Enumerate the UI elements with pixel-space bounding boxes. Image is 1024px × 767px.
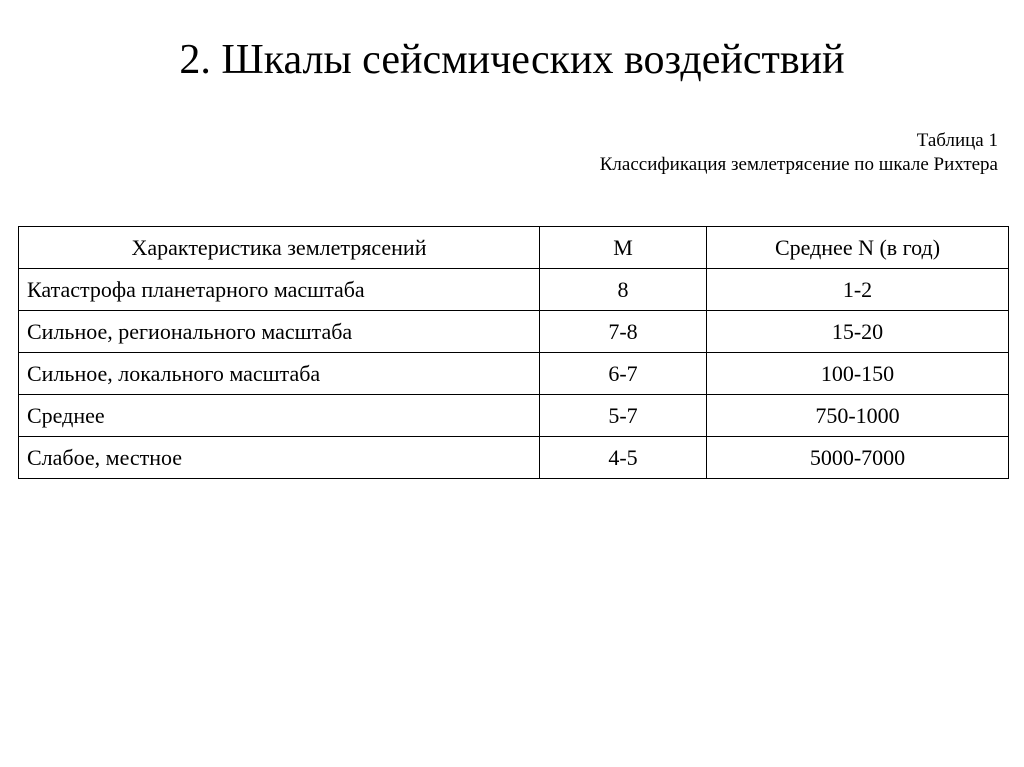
cell-characteristic: Катастрофа планетарного масштаба (19, 269, 540, 311)
header-magnitude: М (540, 227, 707, 269)
cell-characteristic: Сильное, локального масштаба (19, 353, 540, 395)
cell-average-per-year: 15-20 (707, 311, 1009, 353)
table-title: Классификация землетрясение по шкале Рихтера (599, 154, 998, 175)
slide-title: 2. Шкалы сейсмических воздействий (179, 37, 845, 83)
cell-characteristic: Слабое, местное (19, 437, 540, 479)
cell-average-per-year: 1-2 (707, 269, 1009, 311)
table-row (19, 395, 1009, 437)
header-characteristic: Характеристика землетрясений (19, 227, 540, 269)
cell-average-per-year: 750-1000 (707, 395, 1009, 437)
cell-average-per-year: 5000-7000 (707, 437, 1009, 479)
cell-magnitude: 8 (540, 269, 707, 311)
richter-classification-table (18, 226, 1009, 479)
cell-characteristic: Сильное, регионального масштаба (19, 311, 540, 353)
table-header-row (19, 227, 1009, 269)
cell-characteristic: Среднее (19, 395, 540, 437)
table-caption (600, 129, 998, 177)
table-row (19, 311, 1009, 353)
cell-magnitude: 4-5 (540, 437, 707, 479)
header-average-per-year: Среднее N (в год) (707, 227, 1009, 269)
table-row (19, 269, 1009, 311)
cell-magnitude: 6-7 (540, 353, 707, 395)
cell-average-per-year: 100-150 (707, 353, 1009, 395)
table-row (19, 437, 1009, 479)
cell-magnitude: 7-8 (540, 311, 707, 353)
table-number: Таблица 1 (916, 130, 998, 151)
cell-magnitude: 5-7 (540, 395, 707, 437)
table-row (19, 353, 1009, 395)
